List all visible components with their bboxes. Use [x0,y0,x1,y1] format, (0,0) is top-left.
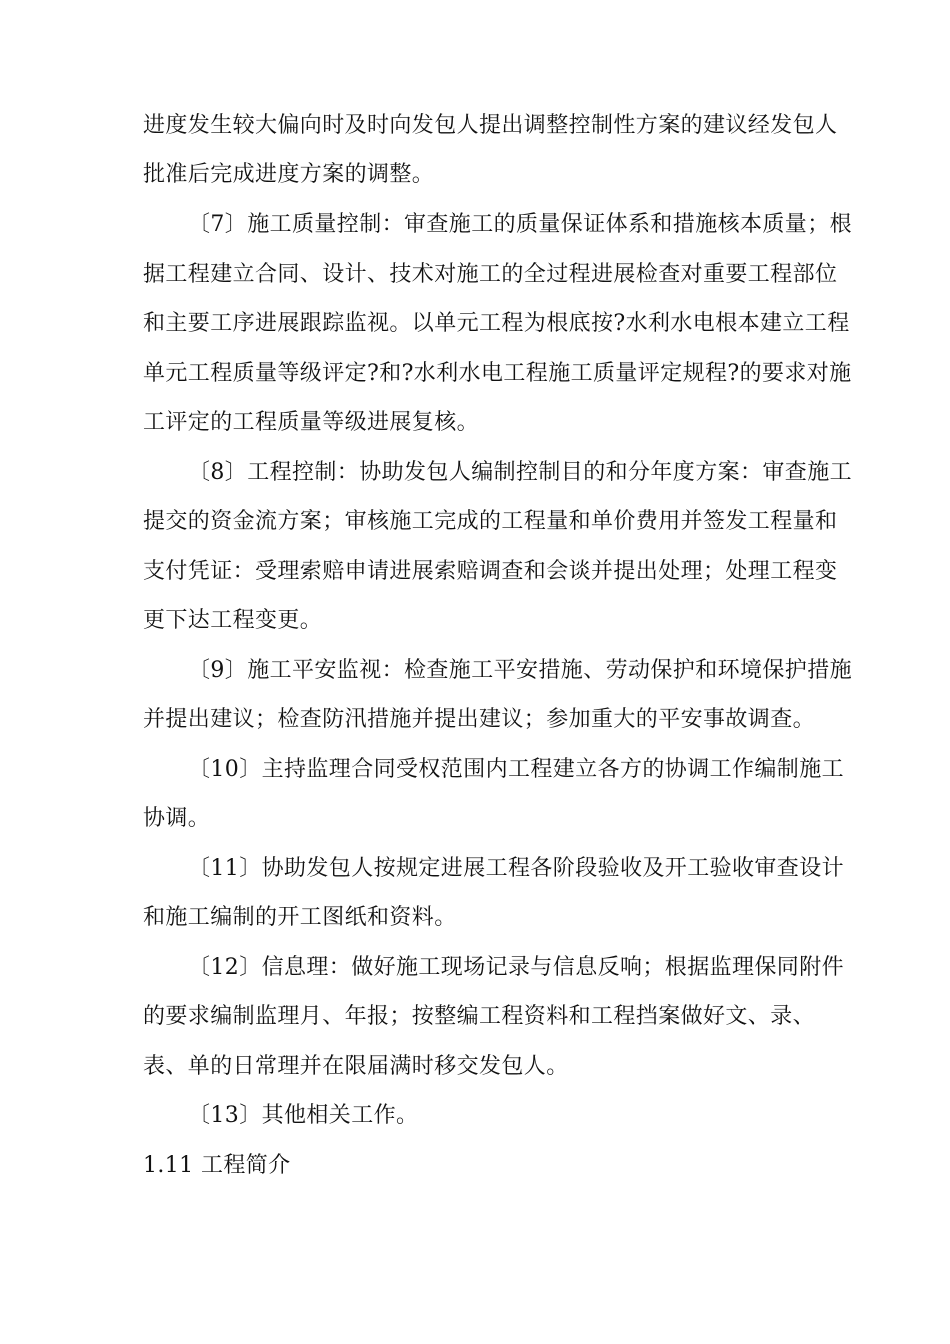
item-7-heading-line: 〔7〕施工质量控制：审查施工的质量保证体系和措施核本质量；根 [188,212,852,237]
section-heading: 1.11 工程简介 [143,1153,291,1178]
text-line: 表、单的日常理并在限届满时移交发包人。 [143,1054,569,1079]
item-12-heading-line: 〔12〕信息理：做好施工现场记录与信息反响；根据监理保同附件 [188,955,844,980]
text-line: 和施工编制的开工图纸和资料。 [143,905,457,930]
text-line: 更下达工程变更。 [143,608,323,633]
text-line: 和主要工序进展跟踪监视。以单元工程为根底按?水利水电根本建立工程 [143,311,850,336]
item-10-heading-line: 〔10〕主持监理合同受权范围内工程建立各方的协调工作编制施工 [188,757,844,782]
item-11-heading-line: 〔11〕协助发包人按规定进展工程各阶段验收及开工验收审查设计 [188,856,844,881]
text-line: 单元工程质量等级评定?和?水利水电工程施工质量评定规程?的要求对施 [143,361,852,386]
text-line: 据工程建立合同、设计、技术对施工的全过程进展检查对重要工程部位 [143,262,838,287]
text-line: 支付凭证：受理索赔申请进展索赔调查和会谈并提出处理；处理工程变 [143,559,838,584]
text-line: 进度发生较大偏向时及时向发包人提出调整控制性方案的建议经发包人 [143,113,838,138]
text-line: 协调。 [143,806,211,831]
text-line: 的要求编制监理月、年报；按整编工程资料和工程挡案做好文、录、 [143,1004,816,1029]
item-8-heading-line: 〔8〕工程控制：协助发包人编制控制目的和分年度方案：审查施工 [188,460,852,485]
text-line: 批准后完成进度方案的调整。 [143,162,435,187]
text-line: 工评定的工程质量等级进展复核。 [143,410,480,435]
item-9-heading-line: 〔9〕施工平安监视：检查施工平安措施、劳动保护和环境保护措施 [188,658,852,683]
item-13-heading-line: 〔13〕其他相关工作。 [188,1103,419,1128]
text-line: 提交的资金流方案；审核施工完成的工程量和单价费用并签发工程量和 [143,509,838,534]
text-line: 并提出建议；检查防汛措施并提出建议；参加重大的平安事故调查。 [143,707,816,732]
